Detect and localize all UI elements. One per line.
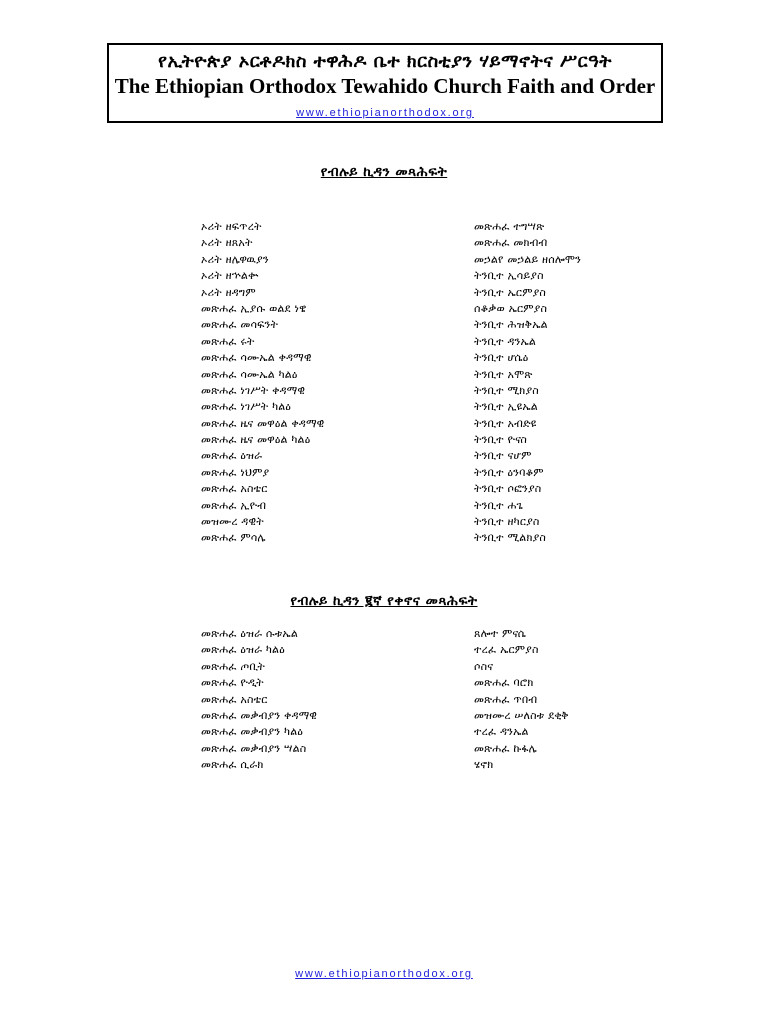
book-list-item: ትንቢተ ናሆም (474, 449, 532, 463)
book-list-item: ትንቢተ ኤርምያስ (474, 285, 547, 299)
section-heading-old-testament: የብሉይ ኪዳን መጻሕፍት (320, 164, 448, 180)
book-list-item: መጽሐፈ ኢዮብ (201, 498, 267, 512)
book-list-item: ትንቢተ ሶፎንያስ (474, 482, 542, 496)
book-list-item: መጽሐፈ መቃብያን ቀዳማዊ (201, 708, 318, 722)
book-list-item: ኦሪት ዘኍልቍ (201, 269, 259, 283)
book-list-item: ትንቢተ ኢዩኤል (474, 400, 538, 414)
book-list-item: መጽሐፈ ኢያሱ ወልደ ነዌ (201, 301, 307, 315)
old-testament-list-right (474, 219, 581, 547)
book-list-item: ኦሪት ዘዳግም (201, 285, 256, 299)
book-list-item: ትንቢተ ኢሳይያስ (474, 269, 544, 283)
header-box (107, 43, 663, 123)
old-testament-list-left (201, 219, 324, 547)
book-list-item: መጽሐፈ ዜና መዋዕል ቀዳማዊ (201, 416, 325, 430)
deuterocanonical-list-right (474, 626, 569, 774)
book-list-item: መጽሐፈ ሲራክ (201, 758, 264, 772)
book-list-item: መኃልየ መኃልይ ዘሰሎሞን (474, 252, 582, 266)
book-list-item: መጽሐፈ መክብብ (474, 236, 548, 250)
book-list-item: መጽሐፈ መቃብያን ሣልስ (201, 741, 307, 755)
book-list-item: ትንቢተ ሚልክያስ (474, 531, 547, 545)
book-list-item: ትንቢተ ዕንባቆም (474, 465, 544, 479)
book-list-item: መጽሐፈ ዜና መዋዕል ካልዕ (201, 433, 311, 447)
footer-website-link[interactable]: www.ethiopianorthodox.org (295, 968, 473, 980)
book-list-item: ኦሪት ዘሌዋዉያን (201, 252, 269, 266)
section-heading-deuterocanonical: የብሉይ ኪዳን ፪ኛ የቀኖና መጻሕፍት (290, 593, 478, 609)
book-list-item: ሄኖክ (474, 758, 494, 772)
book-list-item: መጽሐፈ ምሳሌ (201, 531, 266, 545)
title-english: The Ethiopian Orthodox Tewahido Church Faith and Order (114, 74, 656, 98)
book-list-item: መጽሐፈ ነገሥት ቀዳማዊ (201, 383, 306, 397)
book-list-item: መጽሐፈ ነገሥት ካልዕ (201, 400, 292, 414)
book-list-item: መጽሐፈ ዕዝራ (201, 449, 263, 463)
book-list-item: መጽሐፈ ነህምያ (201, 465, 270, 479)
book-list-item: ትንቢተ ዮናስ (474, 433, 528, 447)
book-list-item: መጽሐፈ ባሮክ (474, 676, 534, 690)
book-list-item: ትንቢተ ሕዝቅኤል (474, 318, 548, 332)
book-list-item: መጽሐፈ ተግሣጽ (474, 220, 545, 233)
deuterocanonical-list-left (201, 626, 317, 774)
book-list-item: ትንቢተ ሚክያስ (474, 383, 539, 397)
book-list-item: ሶስና (474, 659, 494, 673)
book-list-item: መጽሐፈ ሩት (201, 334, 255, 348)
book-list-item: ትንቢተ አብድዩ (474, 416, 537, 430)
book-list-item: መጽሐፈ ጥበብ (474, 692, 538, 706)
book-list-item: ትንቢተ ሐጌ (474, 498, 524, 512)
book-list-item: መጽሐፈ ዕዝራ ሱቱኤል (201, 627, 299, 640)
book-list-item: ሰቆቃወ ኤርምያስ (474, 301, 548, 315)
book-list-item: መዝሙረ ዳዊት (201, 515, 264, 529)
book-list-item: መጽሐፈ አስቴር (201, 482, 268, 496)
footer-url-container (0, 962, 768, 981)
book-list-item: ኦሪት ዘጸአት (201, 236, 253, 250)
book-list-item: መጽሐፈ ኩፋሌ (474, 741, 537, 755)
book-list-item: መዝሙረ ሠለስቱ ደቂቅ (474, 708, 569, 722)
header-url-container (109, 101, 661, 120)
book-list-item: መጽሐፈ ጦቢት (201, 659, 266, 673)
book-list-item: መጽሐፈ ሳሙኤል ቀዳማዊ (201, 351, 312, 365)
book-list-item: መጽሐፈ አስቴር (201, 692, 268, 706)
book-list-item: መጽሐፈ ዕዝራ ካልዕ (201, 643, 285, 657)
book-list-item: ትንቢተ ዳንኤል (474, 334, 537, 348)
book-list-item: መጽሐፈ መሳፍንት (201, 318, 279, 332)
book-list-item: ተረፈ ኤርምያስ (474, 643, 539, 657)
book-list-item: መጽሐፈ ዮዲት (201, 676, 264, 690)
book-list-item: ትንቢተ ሆሴዕ (474, 351, 529, 365)
header-website-link[interactable]: www.ethiopianorthodox.org (296, 107, 474, 119)
book-list-item: መጽሐፈ መቃብያን ካልዕ (201, 725, 303, 739)
title-amharic: የኢትዮጵያ ኦርቶዶክስ ተዋሕዶ ቤተ ክርስቲያን ሃይማኖትና ሥርዓት (158, 51, 612, 72)
book-list-item: ትንቢተ ዘካርያስ (474, 515, 540, 529)
book-list-item: ጸሎተ ምናሴ (474, 627, 527, 640)
book-list-item: ኦሪት ዘፍጥረት (201, 220, 262, 233)
book-list-item: ትንቢተ አሞጽ (474, 367, 533, 381)
book-list-item: ተረፈ ዳንኤል (474, 725, 529, 739)
book-list-item: መጽሐፈ ሳሙኤል ካልዕ (201, 367, 298, 381)
